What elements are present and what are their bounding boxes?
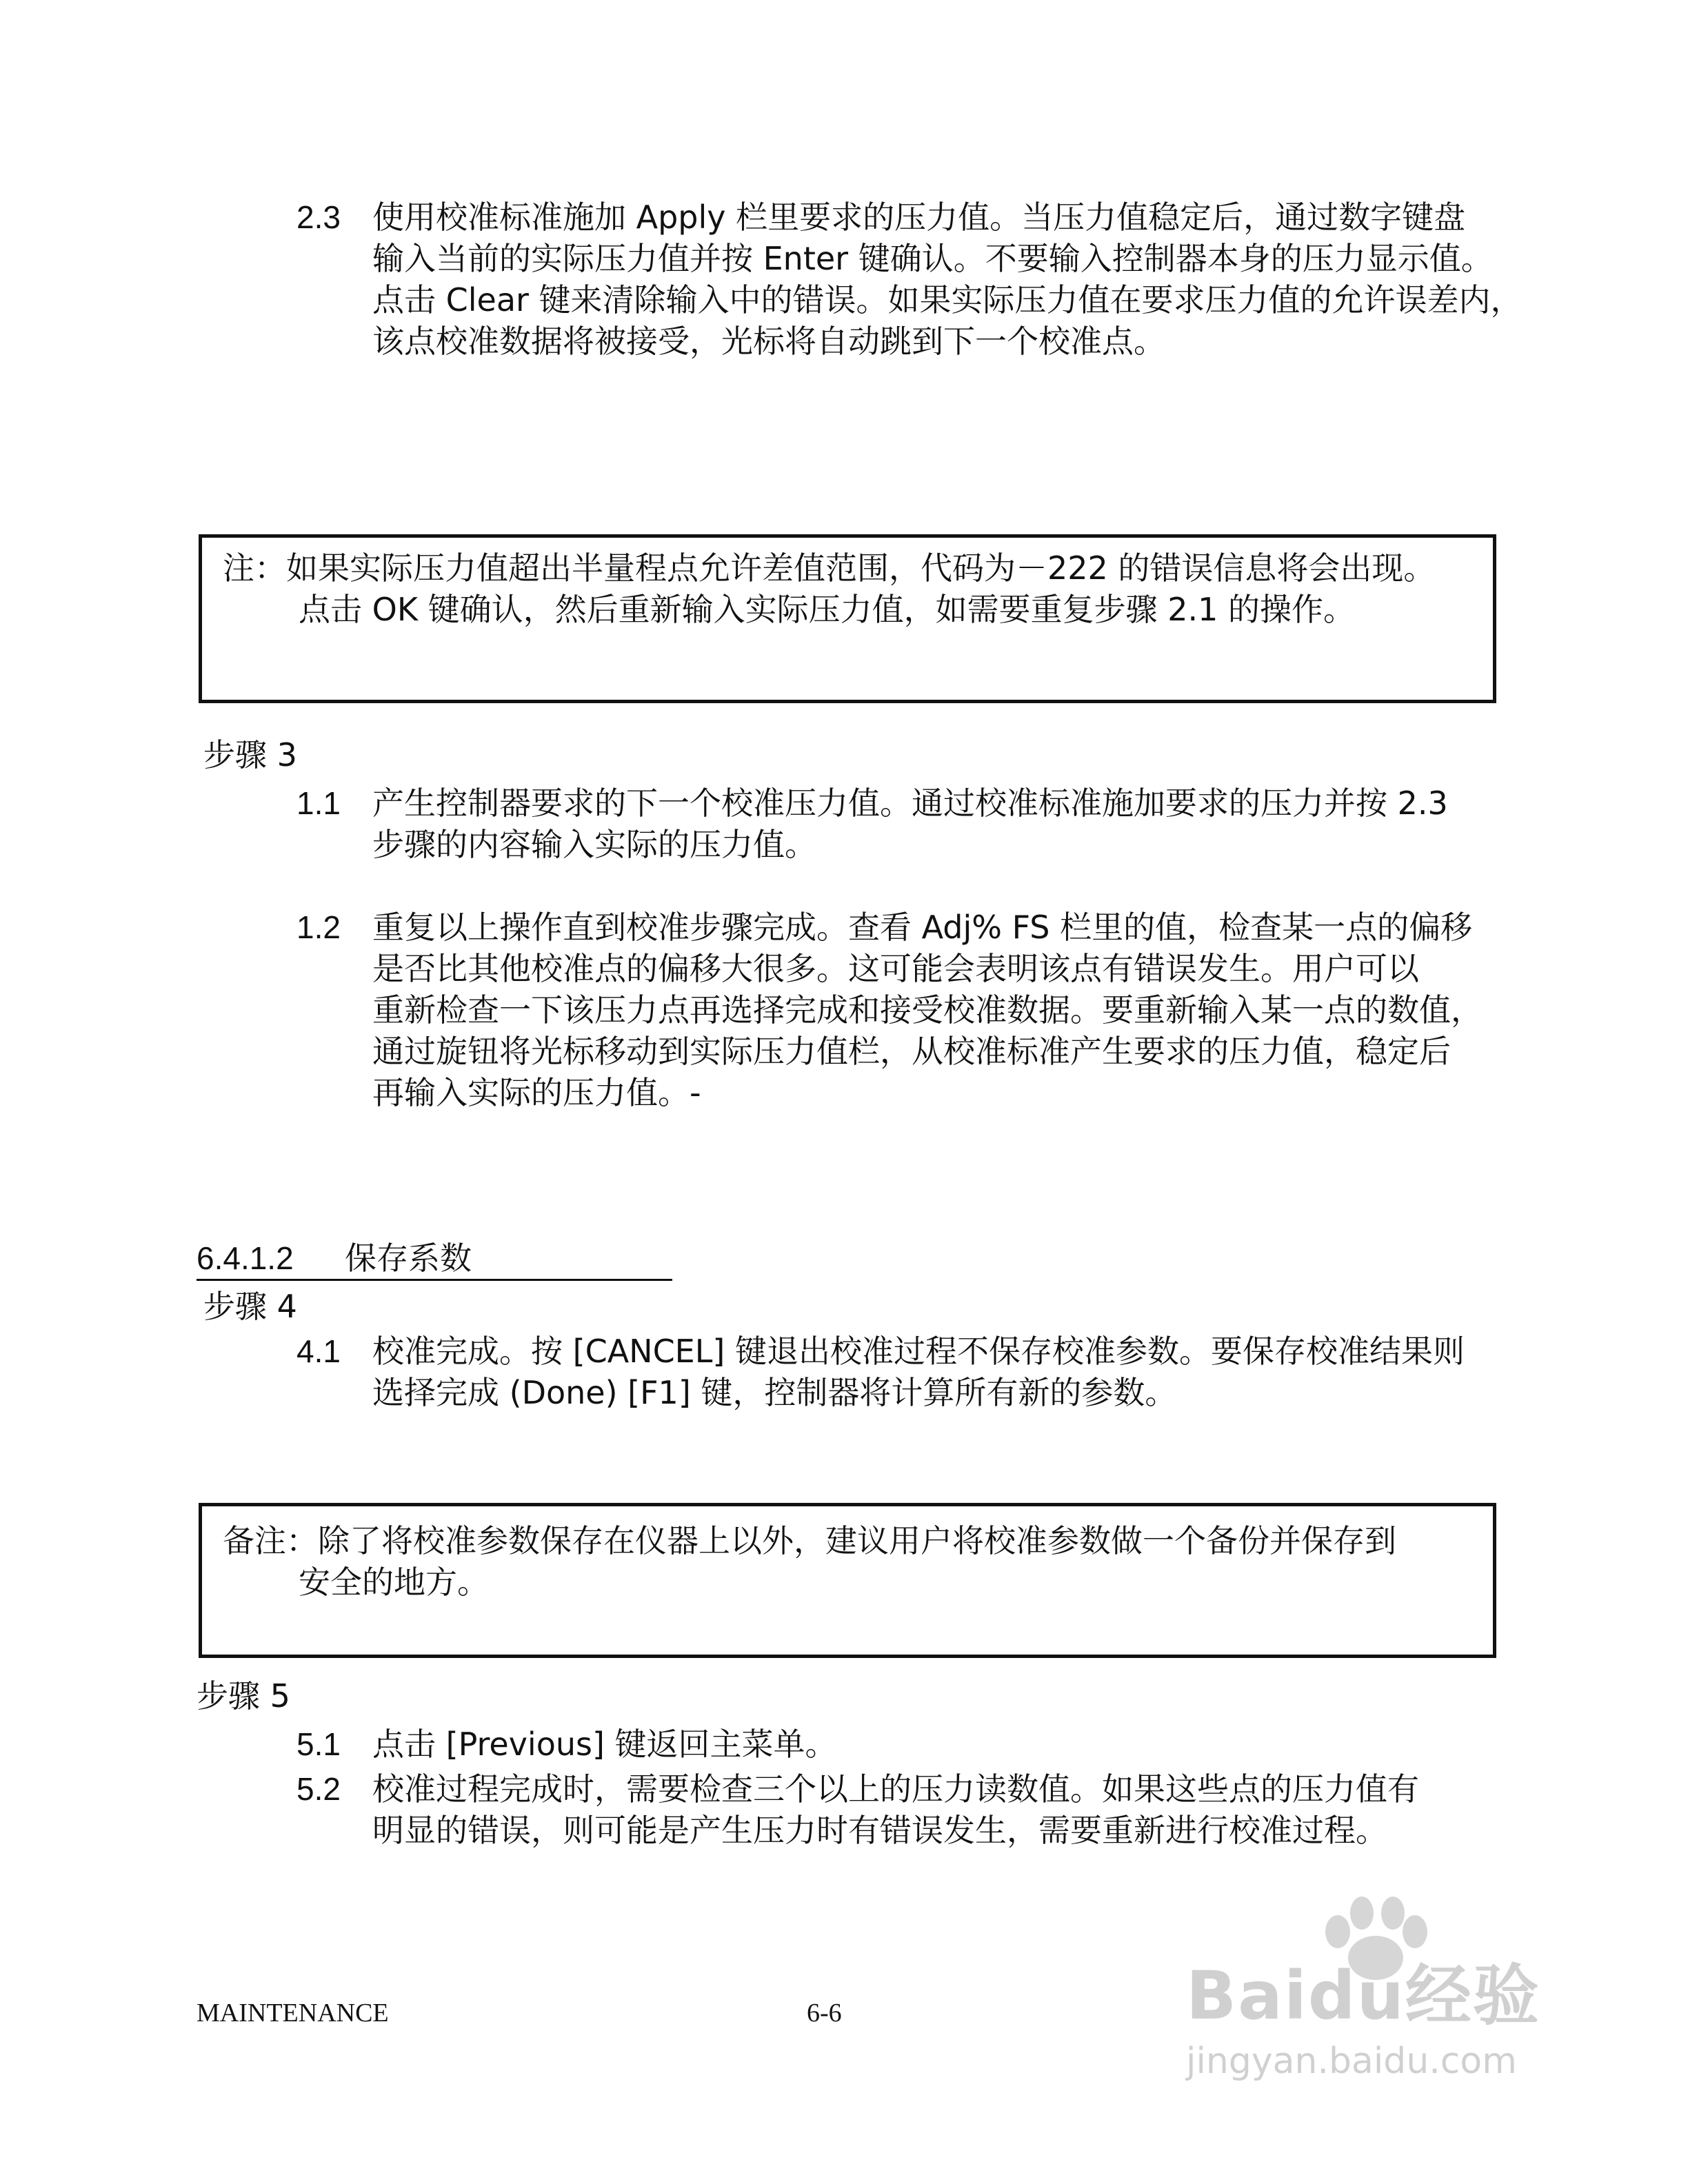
paragraph-line: 重新检查一下该压力点再选择完成和接受校准数据。要重新输入某一点的数值， bbox=[372, 991, 1483, 1029]
paragraph-line: 点击 [Previous] 键返回主菜单。 bbox=[372, 1726, 837, 1763]
watermark-brand: Baidu经验 bbox=[1186, 1957, 1540, 2034]
note-box bbox=[199, 534, 1496, 703]
section-title: 保存系数 bbox=[345, 1240, 472, 1277]
note-line: 安全的地方。 bbox=[299, 1564, 489, 1601]
watermark-url: jingyan.baidu.com bbox=[1186, 2041, 1517, 2082]
paragraph-line: 选择完成 (Done) [F1] 键，控制器将计算所有新的参数。 bbox=[372, 1374, 1177, 1411]
item-number: 5.2 bbox=[297, 1771, 341, 1807]
item-number: 4.1 bbox=[297, 1333, 341, 1369]
note-line: 点击 OK 键确认，然后重新输入实际压力值，如需要重复步骤 2.1 的操作。 bbox=[299, 591, 1356, 628]
footer-page-number: 6-6 bbox=[807, 1999, 842, 2028]
step-label: 步骤 5 bbox=[197, 1677, 290, 1715]
paragraph-line: 是否比其他校准点的偏移大很多。这可能会表明该点有错误发生。用户可以 bbox=[372, 950, 1419, 987]
step-label: 步骤 3 bbox=[203, 736, 297, 774]
item-number: 5.1 bbox=[297, 1726, 341, 1762]
paragraph-line: 产生控制器要求的下一个校准压力值。通过校准标准施加要求的压力并按 2.3 bbox=[372, 785, 1448, 822]
paragraph-line: 点击 Clear 键来清除输入中的错误。如果实际压力值在要求压力值的允许误差内， bbox=[372, 281, 1523, 318]
paragraph-line: 校准过程完成时，需要检查三个以上的压力读数值。如果这些点的压力值有 bbox=[372, 1770, 1419, 1808]
item-number: 1.2 bbox=[297, 909, 341, 945]
remark-box bbox=[199, 1503, 1496, 1658]
paragraph-line: 步骤的内容输入实际的压力值。 bbox=[372, 826, 816, 863]
item-number: 1.1 bbox=[297, 785, 341, 821]
paragraph-line: 校准完成。按 [CANCEL] 键退出校准过程不保存校准参数。要保存校准结果则 bbox=[372, 1333, 1465, 1370]
note-line: 备注：除了将校准参数保存在仪器上以外，建议用户将校准参数做一个备份并保存到 bbox=[223, 1522, 1396, 1559]
paragraph-line: 再输入实际的压力值。- bbox=[372, 1074, 701, 1111]
footer-left: MAINTENANCE bbox=[197, 1999, 389, 2028]
paragraph-line: 该点校准数据将被接受，光标将自动跳到下一个校准点。 bbox=[372, 323, 1165, 360]
item-number: 2.3 bbox=[297, 199, 341, 235]
note-line: 注：如果实际压力值超出半量程点允许差值范围，代码为－222 的错误信息将会出现。 bbox=[223, 549, 1436, 587]
paragraph-line: 通过旋钮将光标移动到实际压力值栏，从校准标准产生要求的压力值，稳定后 bbox=[372, 1033, 1451, 1070]
section-underline bbox=[197, 1279, 672, 1281]
paragraph-line: 使用校准标准施加 Apply 栏里要求的压力值。当压力值稳定后，通过数字键盘 bbox=[372, 199, 1466, 236]
paragraph-line: 明显的错误，则可能是产生压力时有错误发生，需要重新进行校准过程。 bbox=[372, 1812, 1387, 1849]
paragraph-line: 输入当前的实际压力值并按 Enter 键确认。不要输入控制器本身的压力显示值。 bbox=[372, 240, 1493, 277]
section-number: 6.4.1.2 bbox=[197, 1240, 294, 1276]
paragraph-line: 重复以上操作直到校准步骤完成。查看 Adj% FS 栏里的值，检查某一点的偏移 bbox=[372, 909, 1473, 946]
step-label: 步骤 4 bbox=[203, 1288, 297, 1325]
